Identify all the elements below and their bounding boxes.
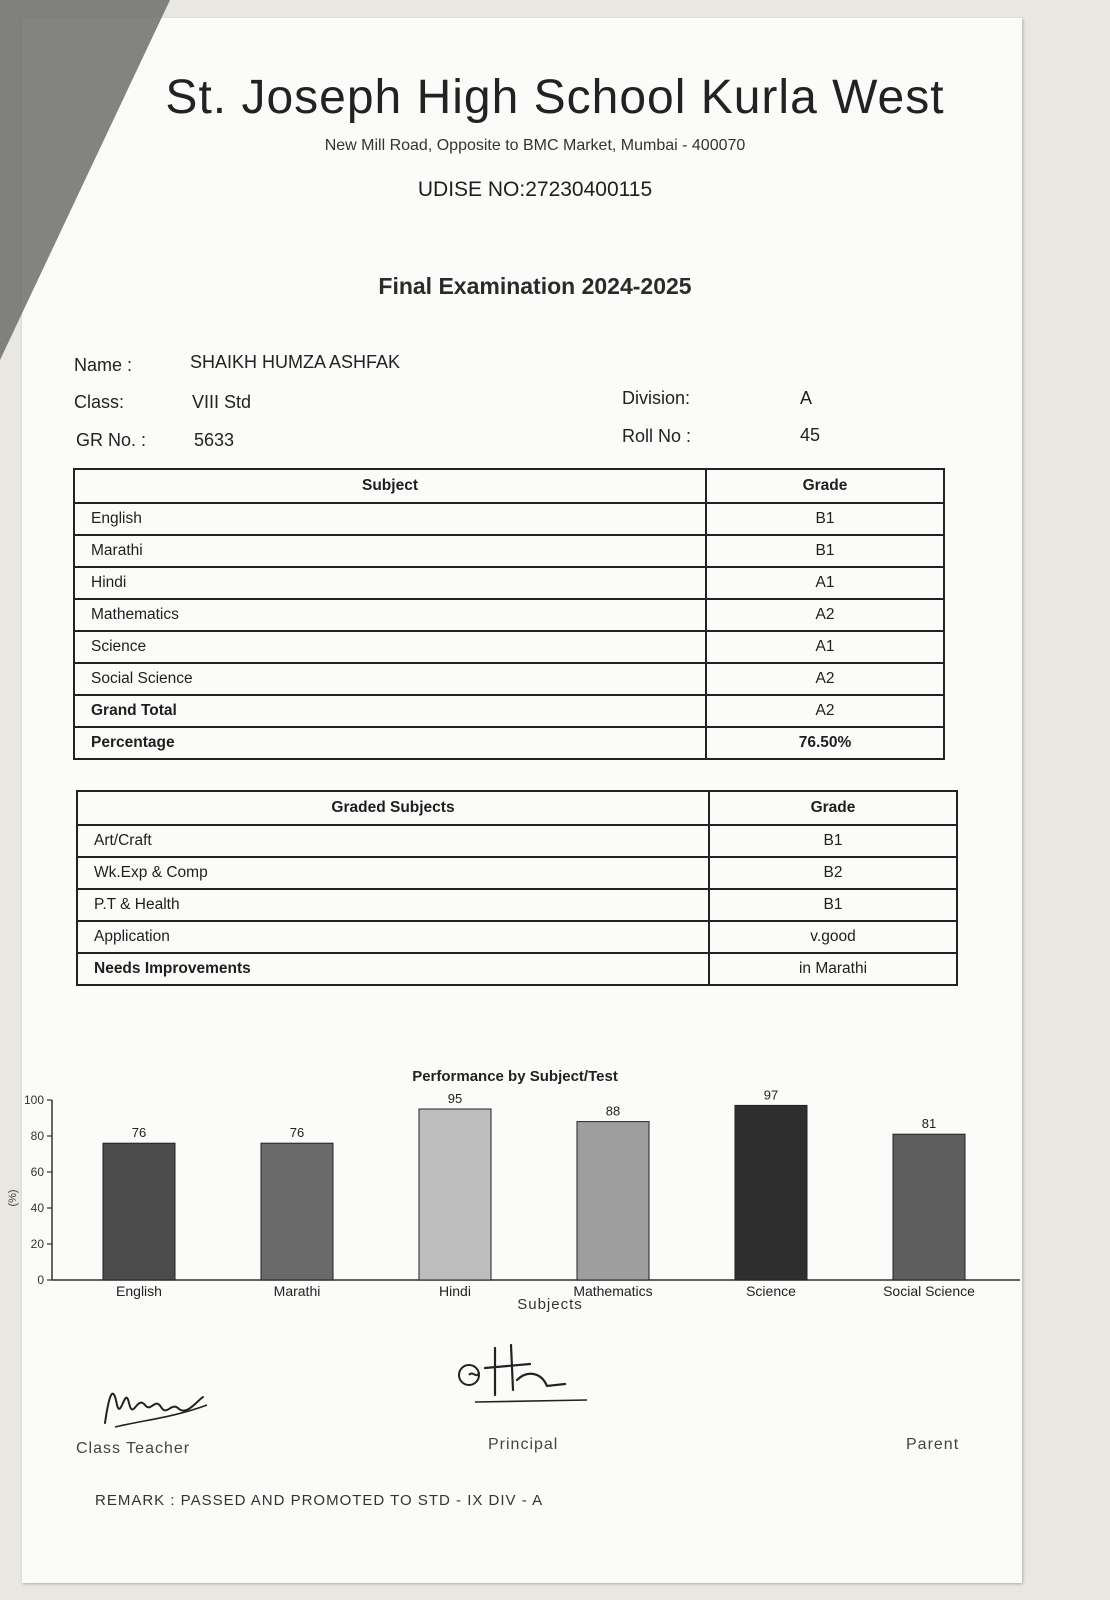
grade-cell: A1 xyxy=(706,631,944,663)
y-tick-label: 20 xyxy=(30,1237,44,1251)
graded-table-header xyxy=(77,791,957,825)
marks-table xyxy=(73,468,945,760)
udise-number: UDISE NO:27230400115 xyxy=(417,178,653,201)
parent-label: Parent xyxy=(906,1436,960,1453)
subject-cell: Hindi xyxy=(74,567,706,599)
chart-y-axis-label: (%) xyxy=(7,1189,19,1207)
grade-cell: B1 xyxy=(706,503,944,535)
percentage-value: 76.50% xyxy=(706,727,944,759)
grade-cell: A1 xyxy=(706,567,944,599)
subject-cell: Social Science xyxy=(74,663,706,695)
grade-cell: A2 xyxy=(706,599,944,631)
remark-text: REMARK : PASSED AND PROMOTED TO STD - IX DIV - A xyxy=(95,1492,544,1509)
student-name: SHAIKH HUMZA ASHFAK xyxy=(190,352,401,372)
header-graded-subjects: Graded Subjects xyxy=(77,791,709,825)
chart-x-axis-label: Subjects xyxy=(517,1296,583,1313)
bar-mathematics xyxy=(577,1122,649,1280)
gr-label: GR No. : xyxy=(76,430,147,450)
table-row xyxy=(74,503,944,535)
y-tick-label: 80 xyxy=(30,1129,44,1143)
performance-bar-chart xyxy=(7,1060,1050,1313)
division-label: Division: xyxy=(622,388,691,408)
table-row xyxy=(74,567,944,599)
x-tick-label: Social Science xyxy=(883,1283,975,1299)
class-teacher-label: Class Teacher xyxy=(76,1440,191,1457)
chart-title: Performance by Subject/Test xyxy=(412,1068,618,1085)
grand-total-grade: A2 xyxy=(706,695,944,727)
grade-cell: B1 xyxy=(709,889,957,921)
grade-cell: B1 xyxy=(706,535,944,567)
marks-table-header xyxy=(74,469,944,503)
y-tick-label: 40 xyxy=(30,1201,44,1215)
y-tick-label: 0 xyxy=(37,1273,44,1287)
exam-title: Final Examination 2024-2025 xyxy=(378,273,692,299)
subject-cell: Needs Improvements xyxy=(77,953,709,985)
table-row xyxy=(77,889,957,921)
table-row xyxy=(77,857,957,889)
table-row xyxy=(77,921,957,953)
subject-cell: Mathematics xyxy=(74,599,706,631)
table-row xyxy=(74,727,944,759)
table-row xyxy=(74,695,944,727)
grade-cell: in Marathi xyxy=(709,953,957,985)
bar-value-label: 97 xyxy=(763,1087,779,1103)
subject-cell: P.T & Health xyxy=(77,889,709,921)
school-name: St. Joseph High School Kurla West xyxy=(165,71,945,124)
subject-cell: Science xyxy=(74,631,706,663)
subject-cell: Marathi xyxy=(74,535,706,567)
x-tick-label: Science xyxy=(746,1283,796,1299)
bar-marathi xyxy=(261,1143,333,1280)
principal-signature xyxy=(455,1340,595,1415)
grade-cell: A2 xyxy=(706,663,944,695)
student-class: VIII Std xyxy=(192,392,252,412)
header-grade: Grade xyxy=(709,791,957,825)
bar-value-label: 95 xyxy=(447,1091,463,1106)
bar-value-label: 81 xyxy=(921,1116,937,1132)
grade-cell: v.good xyxy=(709,921,957,953)
x-tick-label: English xyxy=(116,1283,162,1299)
subject-cell: Wk.Exp & Comp xyxy=(77,857,709,889)
bar-value-label: 88 xyxy=(605,1103,621,1119)
grand-total-label: Grand Total xyxy=(74,695,706,727)
school-address: New Mill Road, Opposite to BMC Market, Mumbai - 400070 xyxy=(324,137,746,154)
roll-number: 45 xyxy=(800,425,821,445)
table-row xyxy=(77,825,957,857)
header-grade: Grade xyxy=(706,469,944,503)
subject-cell: Application xyxy=(77,921,709,953)
subject-cell: Art/Craft xyxy=(77,825,709,857)
table-row xyxy=(74,631,944,663)
gr-number: 5633 xyxy=(194,430,235,450)
x-tick-label: Mathematics xyxy=(573,1283,653,1299)
percentage-label: Percentage xyxy=(74,727,706,759)
table-row xyxy=(77,953,957,985)
bar-hindi xyxy=(419,1109,491,1280)
name-label: Name : xyxy=(74,355,133,375)
y-tick-label: 100 xyxy=(23,1093,44,1107)
chart-y-ticks xyxy=(24,1093,52,1287)
x-tick-label: Marathi xyxy=(273,1283,321,1299)
principal-label: Principal xyxy=(488,1436,559,1453)
grade-cell: B2 xyxy=(709,857,957,889)
x-tick-label: Hindi xyxy=(439,1283,471,1299)
class-teacher-signature xyxy=(95,1375,215,1435)
graded-subjects-table xyxy=(76,790,958,986)
y-tick-label: 60 xyxy=(30,1165,44,1179)
roll-label: Roll No : xyxy=(622,426,692,446)
student-division: A xyxy=(800,388,813,408)
grade-cell: B1 xyxy=(709,825,957,857)
table-row xyxy=(74,663,944,695)
bar-social-science xyxy=(893,1134,965,1280)
class-label: Class: xyxy=(74,392,125,412)
table-row xyxy=(74,599,944,631)
bar-english xyxy=(103,1143,175,1280)
bar-value-label: 76 xyxy=(131,1125,147,1141)
bar-value-label: 76 xyxy=(289,1125,305,1141)
chart-bars xyxy=(103,1087,975,1299)
table-row xyxy=(74,535,944,567)
subject-cell: English xyxy=(74,503,706,535)
header-subject: Subject xyxy=(74,469,706,503)
bar-science xyxy=(735,1105,807,1280)
